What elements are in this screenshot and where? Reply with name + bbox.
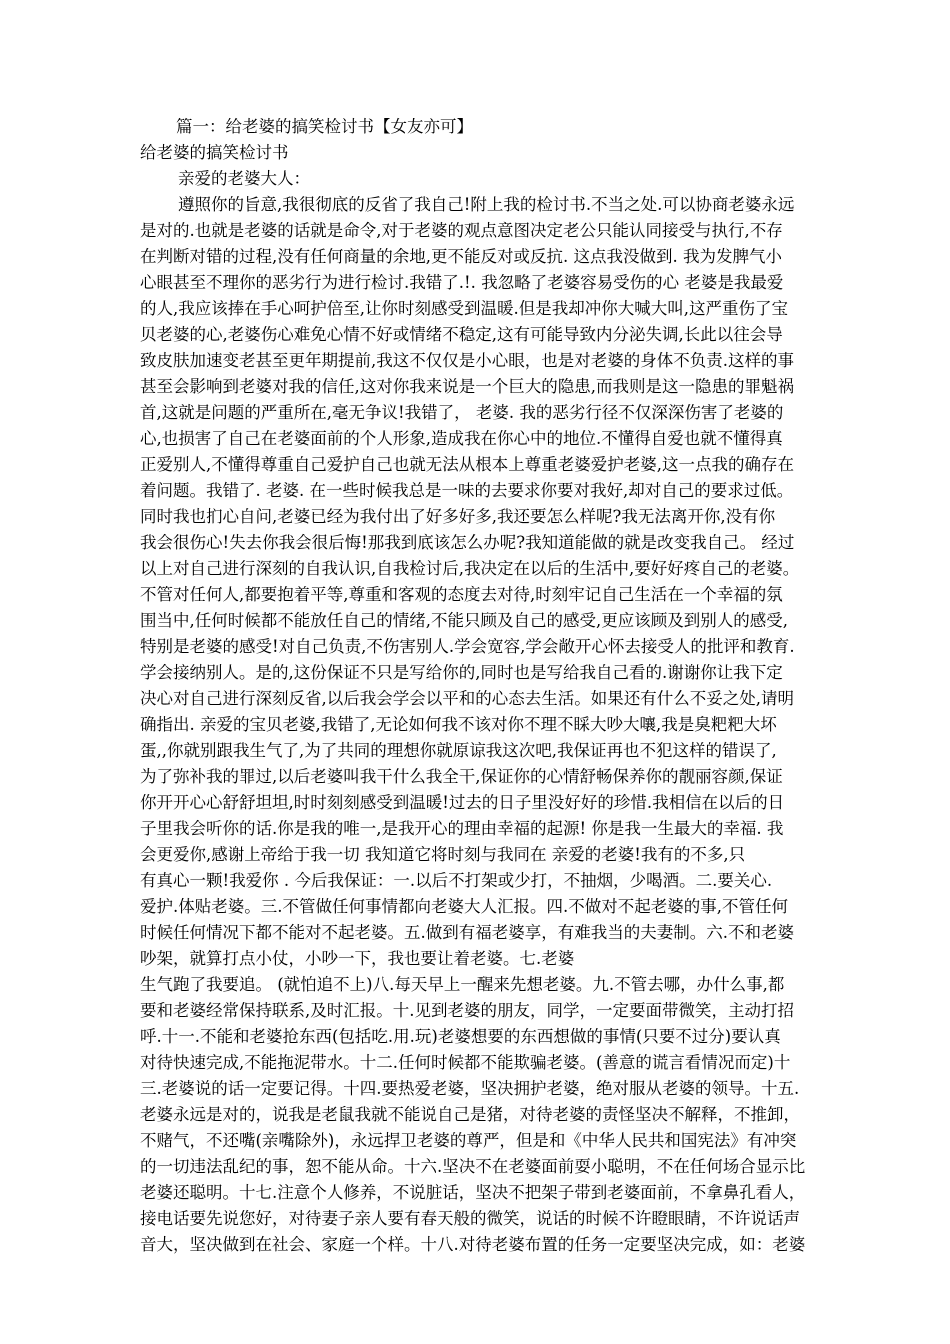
body-line: 贝老婆的心,老婆伤心难免心情不好或情绪不稳定,这有可能导致内分泌失调,长此以往会导 <box>140 325 783 344</box>
body-line: 老婆还聪明。十七.注意个人修养，不说脏话，坚决不把架子带到老婆面前，不拿鼻孔看人， <box>140 1183 806 1202</box>
document-subtitle: 给老婆的搞笑检讨书 <box>140 143 289 162</box>
body-line: 对待快速完成,不能拖泥带水。十二.任何时候都不能欺骗老婆。(善意的谎言看情况而定)十 <box>140 1053 791 1072</box>
body-line: 三.老婆说的话一定要记得。十四.要热爱老婆，坚决拥护老婆，绝对服从老婆的领导。十五. <box>140 1079 800 1098</box>
body-line: 我会很伤心!失去你我会很后悔!那我到底该怎么办呢?我知道能做的就是改变我自己。 经过 <box>140 533 795 552</box>
body-line: 不赌气，不还嘴(亲嘴除外)，永远捍卫老婆的尊严，但是和《中华人民共和国宪法》有冲突 <box>140 1131 797 1150</box>
body-line: 的一切违法乱纪的事，恕不能从命。十六.坚决不在老婆面前耍小聪明，不在任何场合显示比 <box>140 1157 806 1176</box>
body-line: 老婆永远是对的，说我是老鼠我就不能说自己是猪，对待老婆的责怪坚决不解释，不推卸， <box>140 1105 800 1124</box>
body-line: 音大，坚决做到在社会、家庭一个样。十八.对待老婆布置的任务一定要坚决完成，如：老婆 <box>140 1235 806 1254</box>
body-line: 心,也损害了自己在老婆面前的个人形象,造成我在你心中的地位.不懂得自爱也就不懂得真 <box>140 429 783 448</box>
body-line: 不管对任何人,都要抱着平等,尊重和客观的态度去对待,时刻牢记自己生活在一个幸福的氛 <box>140 585 783 604</box>
body-line: 心眼甚至不理你的恶劣行为进行检讨.我错了.!. 我忽略了老婆容易受伤的心 老婆是我最爱 <box>140 273 784 292</box>
body-line: 时候任何情况下都不能对不起老婆。五.做到有福老婆享，有难我当的夫妻制。六.不和老婆 <box>140 923 794 942</box>
body-line: 为了弥补我的罪过,以后老婆叫我干什么我全干,保证你的心情舒畅保养你的靓丽容颜,保证 <box>140 767 783 786</box>
body-line: 接电话要先说您好，对待妻子亲人要有春天般的微笑，说话的时候不许瞪眼睛，不许说话声 <box>140 1209 800 1228</box>
body-line: 以上对自己进行深刻的自我认识,自我检讨后,我决定在以后的生活中,要好好疼自己的老婆。 <box>140 559 800 578</box>
body-line: 决心对自己进行深刻反省,以后我会学会以平和的心态去生活。如果还有什么不妥之处,请明 <box>140 689 794 708</box>
body-line: 围当中,任何时候都不能放任自己的情绪,不能只顾及自己的感受,更应该顾及到别人的感受, <box>140 611 788 630</box>
body-line: 正爱别人,不懂得尊重自己爱护自己也就无法从根本上尊重老婆爱护老婆,这一点我的确存在 <box>140 455 794 474</box>
body-line: 同时我也扪心自问,老婆已经为我付出了好多好多,我还要怎么样呢?我无法离开你,没有你 <box>140 507 776 526</box>
body-line: 生气跑了我要追。 (就怕追不上)八.每天早上一醒来先想老婆。九.不管去哪，办什么事,都 <box>140 975 785 994</box>
body-line: 会更爱你,感谢上帝给于我一切 我知道它将时刻与我同在 亲爱的老婆!我有的不多,只 <box>140 845 746 864</box>
body-line: 蛋,,你就别跟我生气了,为了共同的理想你就原谅我这次吧,我保证再也不犯这样的错误了, <box>140 741 777 760</box>
body-line: 的人,我应该捧在手心呵护倍至,让你时刻感受到温暖.但是我却冲你大喊大叫,这严重伤了宝 <box>140 299 788 318</box>
body-line: 甚至会影响到老婆对我的信任,这对你我来说是一个巨大的隐患,而我则是这一隐患的罪魁祸 <box>140 377 794 396</box>
body-line: 呼.十一.不能和老婆抢东西(包括吃.用.玩)老婆想要的东西想做的事情(只要不过分)要认真 <box>140 1027 781 1046</box>
body-line: 致皮肤加速变老甚至更年期提前,我这不仅仅是小心眼，也是对老婆的身体不负责.这样的事 <box>140 351 794 370</box>
salutation: 亲爱的老婆大人： <box>178 169 310 188</box>
body-line: 你开开心心舒舒坦坦,时时刻刻感受到温暖!过去的日子里没好好的珍惜.我相信在以后的日 <box>140 793 785 812</box>
body-line: 首,这就是问题的严重所在,毫无争议!我错了， 老婆. 我的恶劣行径不仅深深伤害了老婆的 <box>140 403 784 422</box>
body-line: 在判断对错的过程,没有任何商量的余地,更不能反对或反抗. 这点我没做到. 我为发脾气小 <box>140 247 782 266</box>
body-line: 是对的.也就是老婆的话就是命令,对于老婆的观点意图决定老公只能认同接受与执行,不存 <box>140 221 783 240</box>
body-line: 有真心一颗!我爱你 . 今后我保证：一.以后不打架或少打，不抽烟，少喝酒。二.要关心. <box>140 871 773 890</box>
body-line: 特别是老婆的感受!对自己负责,不伤害别人.学会宽容,学会敞开心怀去接受人的批评和教育. <box>140 637 795 656</box>
body-line: 确指出. 亲爱的宝贝老婆,我错了,无论如何我不该对你不理不睬大吵大嚷,我是臭粑粑大坏 <box>140 715 777 734</box>
body-line: 要和老婆经常保持联系,及时汇报。十.见到老婆的朋友，同学，一定要面带微笑，主动打招 <box>140 1001 794 1020</box>
body-line: 遵照你的旨意,我很彻底的反省了我自己!附上我的检讨书.不当之处.可以协商老婆永远 <box>178 195 795 214</box>
body-line: 学会接纳别人。是的,这份保证不只是写给你的,同时也是写给我自己看的.谢谢你让我下定 <box>140 663 783 682</box>
document-heading: 篇一：给老婆的搞笑检讨书【女友亦可】 <box>176 117 473 136</box>
body-line: 吵架，就算打点小仗，小吵一下，我也要让着老婆。七.老婆 <box>140 949 575 968</box>
body-line: 爱护.体贴老婆。三.不管做任何事情都向老婆大人汇报。四.不做对不起老婆的事,不管任何 <box>140 897 788 916</box>
body-line: 着问题。我错了. 老婆. 在一些时候我总是一味的去要求你要对我好,却对自己的要求过低。 <box>140 481 794 500</box>
body-line: 子里我会听你的话.你是我的唯一,是我开心的理由幸福的起源! 你是我一生最大的幸福. 我 <box>140 819 784 838</box>
